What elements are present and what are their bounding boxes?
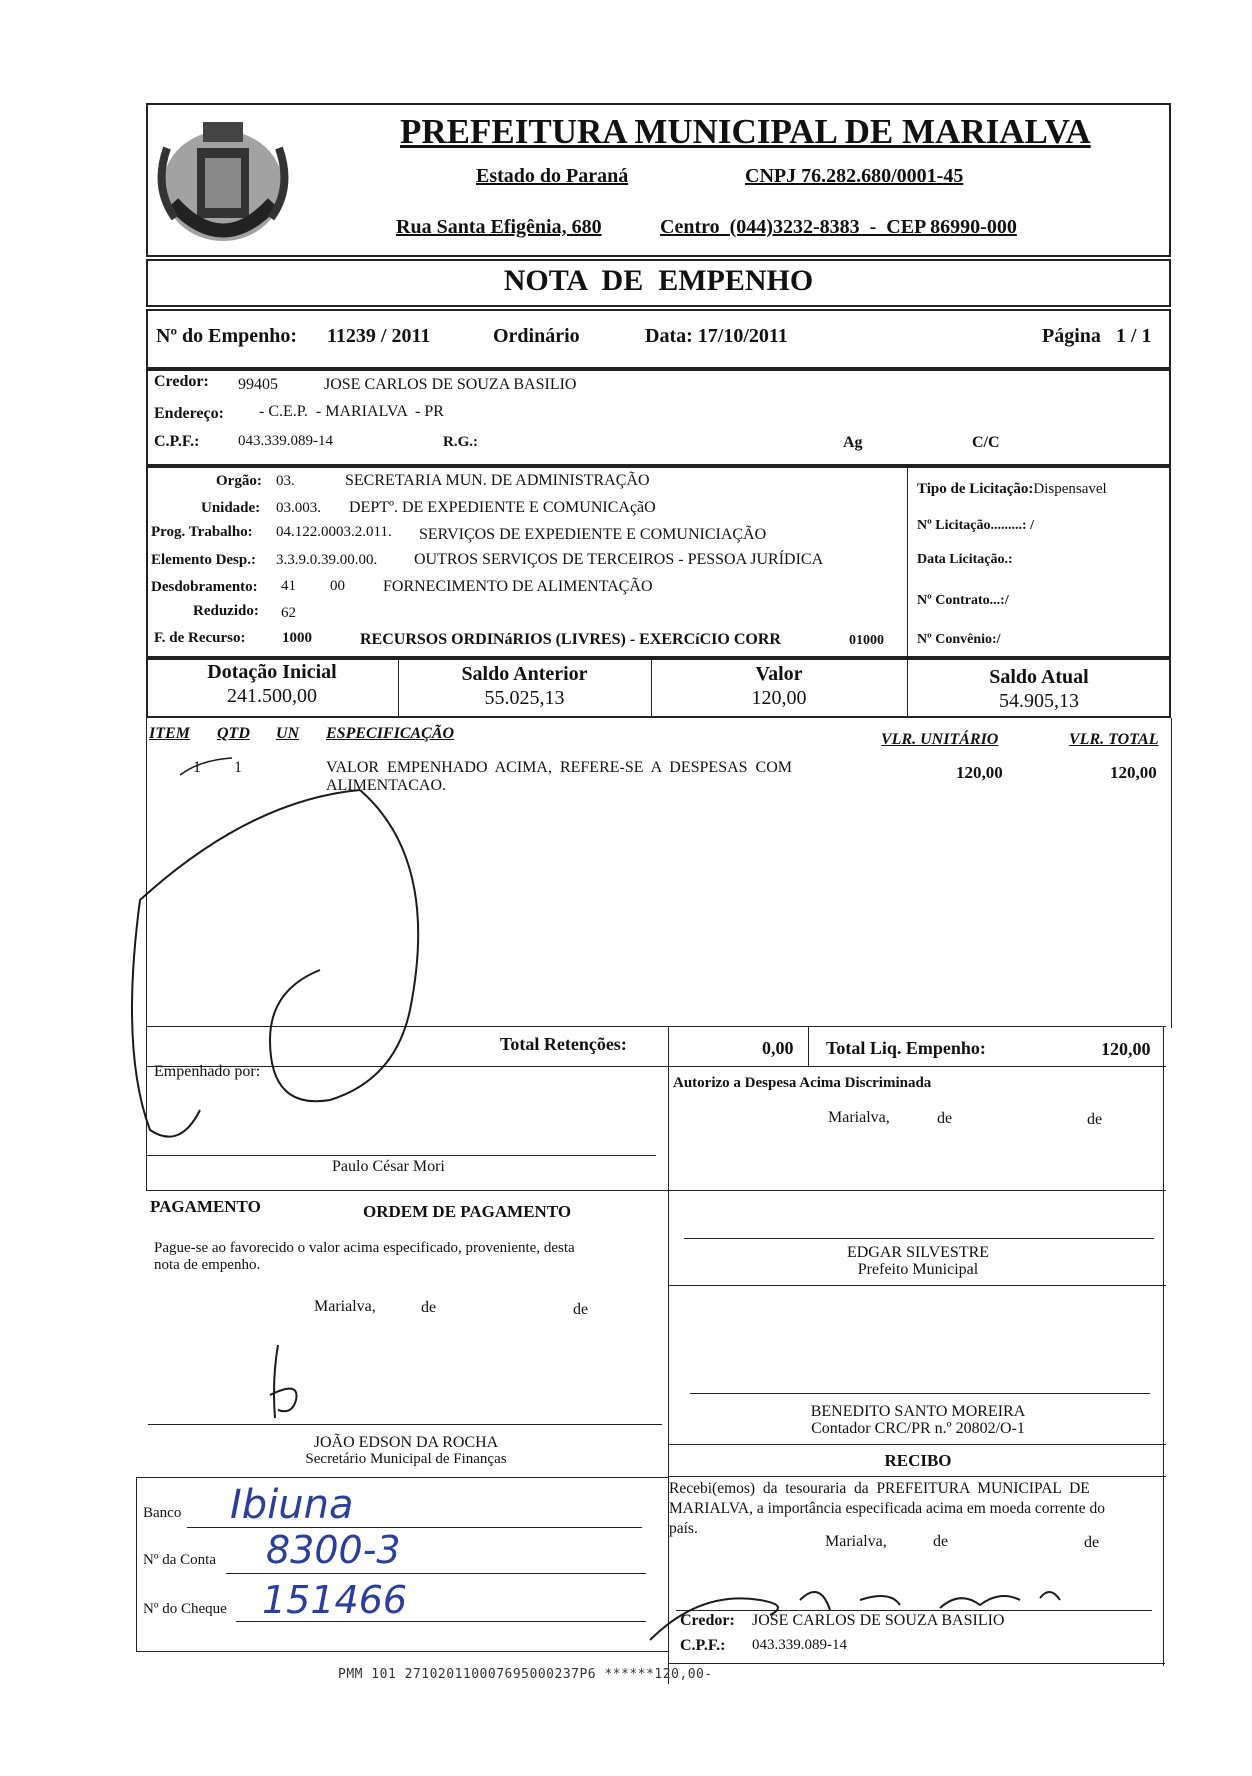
liq-label: Total Liq. Empenho: — [826, 1038, 986, 1058]
retencoes-value: 0,00 — [762, 1038, 794, 1058]
recibo-cpf-label: C.P.F.: — [680, 1637, 726, 1654]
recurso-code: 1000 — [282, 630, 312, 646]
unidade-code: 03.003. — [276, 500, 321, 516]
valor-value: 120,00 — [751, 687, 807, 709]
orgao-name: SECRETARIA MUN. DE ADMINISTRAÇÃO — [345, 472, 650, 489]
saldo-anterior-label: Saldo Anterior — [461, 663, 588, 685]
credor-name: JOSE CARLOS DE SOUZA BASILIO — [324, 376, 577, 393]
elemento-label: Elemento Desp.: — [151, 552, 256, 568]
licitacao-tipo-value: Dispensavel — [1033, 481, 1107, 497]
dotacao-value: 241.500,00 — [227, 685, 317, 707]
liq-value: 120,00 — [1101, 1039, 1151, 1059]
elemento-code: 3.3.9.0.39.00.00. — [276, 552, 378, 568]
empenhado-name: Paulo César Mori — [332, 1158, 445, 1175]
empenho-type: Ordinário — [493, 325, 580, 347]
row-item: 1 — [193, 759, 201, 776]
prog-name: SERVIÇOS DE EXPEDIENTE E COMUNICIAÇÃO — [419, 526, 767, 543]
autorizo-de1: de — [937, 1110, 953, 1127]
recibo-top-line — [668, 1444, 1166, 1445]
empenho-page: Página 1 / 1 — [1042, 325, 1152, 347]
desdobramento-code: 41 — [281, 578, 296, 594]
retencoes-label: Total Retenções: — [500, 1034, 627, 1054]
row-especificacao-line2: ALIMENTACAO. — [326, 777, 447, 794]
row-especificacao-line1: VALOR EMPENHADO ACIMA, REFERE-SE A DESPESAS COM — [326, 759, 792, 776]
ordem-pagamento-label: ORDEM DE PAGAMENTO — [363, 1202, 572, 1221]
pen-tick-item — [180, 758, 232, 775]
col-total-value: VLR. TOTAL — [1069, 731, 1159, 748]
budget-divider — [907, 466, 908, 658]
licitacao-tipo-label: Tipo de Licitação: — [917, 481, 1034, 497]
recurso-extra: 01000 — [849, 633, 884, 648]
banco-value: Ibiuna — [230, 1482, 354, 1528]
recibo-signature-line — [676, 1610, 1152, 1611]
row-total-value: 120,00 — [1110, 763, 1157, 782]
pagamento-text-line2: nota de empenho. — [154, 1257, 261, 1273]
recibo-bottom-line — [668, 1663, 1165, 1664]
unidade-name: DEPTº. DE EXPEDIENTE E COMUNICAçãO — [349, 499, 656, 516]
credor-code: 99405 — [238, 376, 278, 393]
signature-empenho-loop — [132, 790, 418, 1137]
secretario-title: Secretário Municipal de Finanças — [305, 1451, 507, 1467]
conta-value: 8300-3 — [266, 1528, 401, 1572]
doc-title: NOTA DE EMPENHO — [503, 264, 814, 297]
pagamento-de1: de — [421, 1299, 437, 1316]
mayor-bottom-line — [668, 1285, 1166, 1286]
items-right-border — [1171, 718, 1172, 1028]
cheque-value: 151466 — [262, 1578, 408, 1622]
col-item: ITEM — [149, 725, 190, 742]
empenho-date: Data: 17/10/2011 — [645, 325, 788, 347]
saldo-anterior-value: 55.025,13 — [484, 687, 565, 709]
signature-secretario — [270, 1345, 296, 1418]
row-unit-value: 120,00 — [956, 763, 1003, 782]
mayor-name: EDGAR SILVESTRE — [846, 1244, 990, 1261]
autorizo-de2: de — [1087, 1111, 1103, 1128]
totals-divider-3 — [1163, 1026, 1164, 1066]
empenho-label: Nº do Empenho: — [156, 325, 298, 347]
licitacao-tipo — [917, 481, 1107, 498]
licitacao-convenio: Nº Convênio:/ — [917, 632, 1001, 647]
rg-label: R.G.: — [443, 434, 478, 450]
recibo-credor-label: Credor: — [680, 1612, 735, 1629]
totals-divider-2 — [808, 1026, 809, 1066]
orgao-code: 03. — [276, 473, 295, 489]
conta-line — [226, 1573, 646, 1574]
recurso-name: RECURSOS ORDINáRIOS (LIVRES) - EXERCíCIO CORR — [360, 631, 781, 648]
left-border — [146, 718, 147, 1190]
col-unit-value: VLR. UNITÁRIO — [881, 731, 999, 748]
empenho-number: 11239 / 2011 — [327, 325, 431, 347]
micr-line: PMM 101 271020110007695000237P6 ******120,00- — [338, 1667, 713, 1682]
pagamento-de2: de — [573, 1301, 589, 1318]
orgao-label: Orgão: — [216, 473, 262, 489]
auth-top-line — [146, 1066, 1166, 1067]
unidade-label: Unidade: — [201, 500, 261, 516]
secretario-signature-line — [148, 1424, 662, 1425]
mayor-signature-line — [684, 1238, 1154, 1239]
municipal-coat-of-arms — [153, 108, 293, 253]
prog-code: 04.122.0003.2.011. — [276, 524, 392, 540]
recibo-title-line — [668, 1476, 1166, 1477]
recibo-credor-name: JOSE CARLOS DE SOUZA BASILIO — [752, 1612, 1005, 1629]
credor-address: - C.E.P. - MARIALVA - PR — [259, 403, 444, 420]
recibo-text-line3: país. — [669, 1520, 698, 1537]
saldo-atual-label: Saldo Atual — [989, 666, 1089, 688]
contador-name: BENEDITO SANTO MOREIRA — [810, 1403, 1026, 1420]
cc-label: C/C — [972, 434, 1000, 451]
credor-label: Credor: — [154, 373, 209, 390]
header-street: Rua Santa Efigênia, 680 — [396, 216, 602, 238]
right-border — [1163, 1066, 1164, 1666]
header-state: Estado do Paraná — [476, 165, 629, 187]
recibo-text-line2: MARIALVA, a importância especificada acima em moeda corrente do — [669, 1500, 1105, 1517]
header-title: PREFEITURA MUNICIPAL DE MARIALVA — [400, 112, 1091, 151]
header-address: Centro (044)3232-8383 - CEP 86990-000 — [660, 216, 1017, 238]
cheque-label: Nº do Cheque — [143, 1601, 227, 1617]
desdobramento-label: Desdobramento: — [151, 579, 258, 595]
pagamento-city: Marialva, — [314, 1298, 376, 1315]
pagamento-label: PAGAMENTO — [150, 1197, 261, 1216]
row-qtd: 1 — [234, 759, 242, 776]
licitacao-numero: Nº Licitação.........: / — [917, 518, 1034, 533]
desdobramento-sub: 00 — [330, 578, 345, 594]
address-label: Endereço: — [154, 405, 224, 422]
pagamento-top-line — [146, 1190, 1166, 1191]
autorizo-city: Marialva, — [828, 1109, 890, 1126]
recibo-city: Marialva, — [825, 1533, 887, 1550]
recurso-label: F. de Recurso: — [154, 630, 246, 646]
totals-divider-1 — [668, 1026, 669, 1066]
autorizo-label: Autorizo a Despesa Acima Discriminada — [673, 1075, 932, 1091]
col-un: UN — [276, 725, 300, 742]
cpf-label: C.P.F.: — [154, 433, 200, 450]
valor-label: Valor — [755, 663, 803, 685]
empenhado-signature-line — [146, 1155, 656, 1156]
desdobramento-name: FORNECIMENTO DE ALIMENTAÇÃO — [383, 578, 653, 595]
licitacao-data: Data Licitação.: — [917, 552, 1013, 567]
recibo-cpf: 043.339.089-14 — [752, 1637, 847, 1653]
prog-label: Prog. Trabalho: — [151, 524, 253, 540]
recibo-de1: de — [933, 1533, 949, 1550]
reduzido-label: Reduzido: — [193, 603, 259, 619]
totals-top-line — [146, 1026, 1166, 1027]
credor-cpf: 043.339.089-14 — [238, 433, 333, 449]
recibo-text-line1: Recebi(emos) da tesouraria da PREFEITURA MUNICIPAL DE — [669, 1480, 1090, 1497]
reduzido-code: 62 — [281, 605, 296, 621]
saldo-atual-value: 54.905,13 — [999, 690, 1079, 712]
mayor-title: Prefeito Municipal — [857, 1261, 979, 1278]
empenhado-por-label: Empenhado por: — [154, 1063, 261, 1080]
licitacao-contrato: Nº Contrato...:/ — [917, 593, 1009, 608]
elemento-name: OUTROS SERVIÇOS DE TERCEIROS - PESSOA JURÍDICA — [414, 551, 824, 568]
header-cnpj: CNPJ 76.282.680/0001-45 — [745, 165, 964, 187]
contador-signature-line — [690, 1393, 1150, 1394]
ag-label: Ag — [843, 434, 863, 451]
recibo-de2: de — [1084, 1534, 1100, 1551]
col-qtd: QTD — [217, 725, 250, 742]
conta-label: Nº da Conta — [143, 1552, 216, 1568]
secretario-name: JOÃO EDSON DA ROCHA — [313, 1434, 499, 1451]
dotacao-label: Dotação Inicial — [207, 661, 337, 683]
col-especificacao: ESPECIFICAÇÃO — [326, 725, 455, 742]
banco-label: Banco — [143, 1505, 182, 1521]
pagamento-text-line1: Pague-se ao favorecido o valor acima especificado, proveniente, desta — [154, 1240, 575, 1256]
contador-title: Contador CRC/PR n.º 20802/O-1 — [811, 1420, 1025, 1437]
recibo-title: RECIBO — [884, 1451, 952, 1470]
